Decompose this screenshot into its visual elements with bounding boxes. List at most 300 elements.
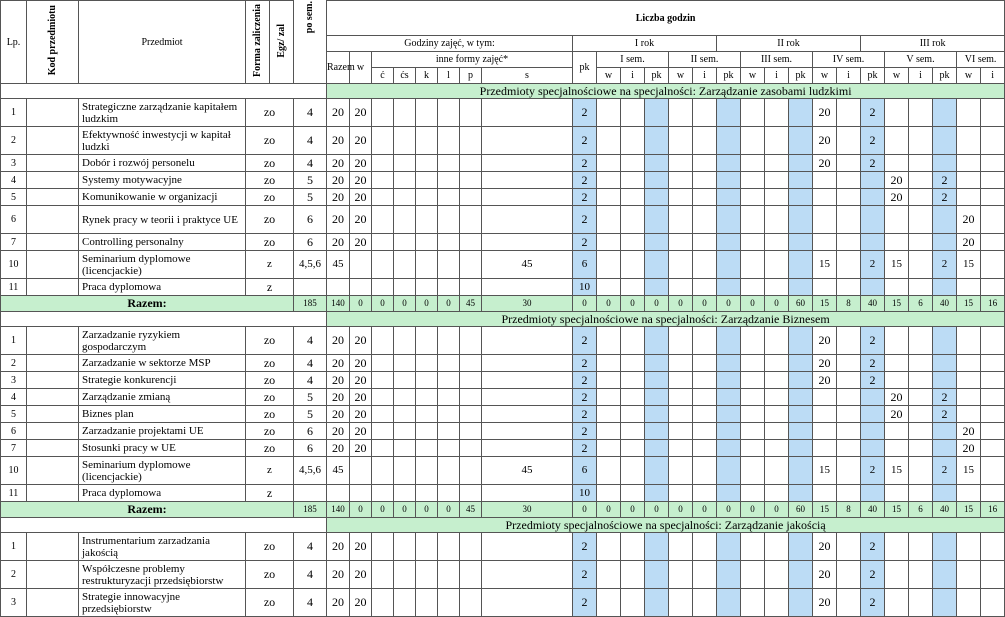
row-sem5-i [909, 372, 933, 389]
row-form-cell [460, 234, 482, 251]
row-sem2-w [669, 251, 693, 279]
row-sem5-pk [933, 561, 957, 589]
row-form-cell [460, 279, 482, 296]
row-form-cell [460, 127, 482, 155]
row-sem3-w [741, 127, 765, 155]
row-form-cell [482, 406, 573, 423]
row-sem4-w [813, 485, 837, 502]
row-form-cell [394, 406, 416, 423]
row-form-cell [438, 155, 460, 172]
row-subject-name: Biznes plan [79, 406, 246, 423]
row-sem1-pk [645, 372, 669, 389]
row-form-cell [394, 155, 416, 172]
header-sem-5: V sem. [885, 52, 957, 68]
row-sem6-i [981, 234, 1005, 251]
row-sem3-i [765, 251, 789, 279]
row-razem: 20 [327, 372, 350, 389]
header-sem4-w: w [813, 68, 837, 84]
row-sem4-w [813, 206, 837, 234]
row-pk: 2 [573, 234, 597, 251]
header-form-5: s [482, 68, 573, 84]
row-pk: 2 [573, 440, 597, 457]
row-sem1-i [621, 234, 645, 251]
row-sem1-i [621, 589, 645, 617]
row-kod [27, 589, 79, 617]
row-sem5-pk: 2 [933, 406, 957, 423]
row-forma: zo [246, 155, 294, 172]
row-form-cell [394, 533, 416, 561]
row-sem4-pk: 2 [861, 251, 885, 279]
row-sem1-w [597, 279, 621, 296]
row-form-cell [460, 355, 482, 372]
row-w [350, 251, 372, 279]
row-kod [27, 372, 79, 389]
total-value: 0 [621, 296, 645, 312]
row-form-cell [438, 485, 460, 502]
row-form-cell [438, 327, 460, 355]
total-value: 0 [741, 502, 765, 518]
row-sem5-w: 20 [885, 389, 909, 406]
row-sem3-i [765, 206, 789, 234]
row-form-cell [438, 406, 460, 423]
row-sem6-w [957, 533, 981, 561]
row-forma: z [246, 457, 294, 485]
row-sem2-w [669, 533, 693, 561]
row-sem1-i [621, 189, 645, 206]
row-form-cell [460, 423, 482, 440]
row-sem4-w: 20 [813, 327, 837, 355]
section-header-row [1, 84, 1005, 99]
row-sem5-w: 20 [885, 406, 909, 423]
row-sem5-w [885, 355, 909, 372]
row-sem5-w: 15 [885, 457, 909, 485]
row-sem1-w [597, 206, 621, 234]
row-kod [27, 279, 79, 296]
row-form-cell [372, 355, 394, 372]
row-form-cell [438, 189, 460, 206]
row-subject-name: Strategie konkurencji [79, 372, 246, 389]
row-sem3-w [741, 189, 765, 206]
row-sem4-w: 15 [813, 457, 837, 485]
row-sem1-w [597, 440, 621, 457]
row-sem2-pk [717, 189, 741, 206]
row-subject-name: Dobór i rozwój personelu [79, 155, 246, 172]
row-sem5-i [909, 234, 933, 251]
row-sem2-i [693, 279, 717, 296]
praca-row [1, 485, 1005, 502]
row-sem5-i [909, 533, 933, 561]
row-sem6-w [957, 279, 981, 296]
row-forma: zo [246, 406, 294, 423]
row-form-cell [394, 485, 416, 502]
header-forma: Forma zaliczenia [246, 1, 270, 84]
row-sem3-w [741, 234, 765, 251]
header-liczba-godzin: Liczba godzin [327, 1, 1005, 36]
header-sem2-pk: pk [717, 68, 741, 84]
row-sem2-pk [717, 155, 741, 172]
row-razem: 20 [327, 423, 350, 440]
row-sem: 4 [294, 561, 327, 589]
row-sem3-i [765, 423, 789, 440]
total-value: 0 [394, 502, 416, 518]
row-form-cell [482, 533, 573, 561]
row-form-cell [416, 155, 438, 172]
row-sem5-w [885, 234, 909, 251]
row-razem: 20 [327, 533, 350, 561]
row-sem1-pk [645, 440, 669, 457]
row-sem6-w [957, 189, 981, 206]
row-sem3-i [765, 99, 789, 127]
section-header-row [1, 518, 1005, 533]
row-sem2-pk [717, 234, 741, 251]
row-lp: 6 [1, 206, 27, 234]
row-sem6-i [981, 355, 1005, 372]
row-sem4-i [837, 234, 861, 251]
total-value: 40 [933, 296, 957, 312]
total-value: 140 [327, 502, 350, 518]
row-pk: 2 [573, 423, 597, 440]
row-sem5-i [909, 327, 933, 355]
total-value: 0 [693, 296, 717, 312]
row-sem1-pk [645, 99, 669, 127]
row-lp: 11 [1, 279, 27, 296]
row-form-cell [372, 440, 394, 457]
row-sem1-w [597, 234, 621, 251]
row-sem5-pk [933, 589, 957, 617]
row-w: 20 [350, 389, 372, 406]
row-sem3-w [741, 561, 765, 589]
header-sem6-i: i [981, 68, 1005, 84]
row-form-cell [394, 389, 416, 406]
row-sem1-w [597, 99, 621, 127]
row-form-cell [460, 206, 482, 234]
row-sem4-w [813, 423, 837, 440]
row-form-cell [482, 234, 573, 251]
row-sem5-i [909, 99, 933, 127]
row-kod [27, 155, 79, 172]
row-sem3-pk [789, 206, 813, 234]
row-form-cell [416, 589, 438, 617]
row-kod [27, 406, 79, 423]
row-sem3-i [765, 155, 789, 172]
row-form-cell [416, 372, 438, 389]
header-sem5-pk: pk [933, 68, 957, 84]
row-sem3-i [765, 355, 789, 372]
row-sem5-i [909, 127, 933, 155]
row-sem6-i [981, 189, 1005, 206]
row-kod [27, 355, 79, 372]
row-forma: zo [246, 372, 294, 389]
row-sem6-i [981, 423, 1005, 440]
row-sem1-pk [645, 127, 669, 155]
row-sem4-i [837, 279, 861, 296]
row-sem4-w: 20 [813, 99, 837, 127]
row-razem [327, 485, 350, 502]
row-w: 20 [350, 155, 372, 172]
row-sem4-i [837, 327, 861, 355]
row-sem2-w [669, 99, 693, 127]
row-sem2-w [669, 457, 693, 485]
row-pk: 2 [573, 327, 597, 355]
total-value: 0 [372, 296, 394, 312]
row-sem1-i [621, 485, 645, 502]
row-form-cell [482, 561, 573, 589]
row-pk: 10 [573, 485, 597, 502]
row-w: 20 [350, 423, 372, 440]
row-form-cell [460, 589, 482, 617]
row-sem5-w [885, 327, 909, 355]
row-sem5-w [885, 423, 909, 440]
row-sem4-w [813, 440, 837, 457]
row-sem2-pk [717, 389, 741, 406]
row-w: 20 [350, 189, 372, 206]
row-sem3-w [741, 372, 765, 389]
row-sem4-w [813, 406, 837, 423]
row-sem1-i [621, 99, 645, 127]
row-forma: z [246, 485, 294, 502]
row-sem4-pk [861, 485, 885, 502]
row-sem6-i [981, 372, 1005, 389]
row-sem2-w [669, 372, 693, 389]
row-sem2-w [669, 127, 693, 155]
row-razem: 20 [327, 155, 350, 172]
row-sem2-pk [717, 99, 741, 127]
row-pk: 2 [573, 533, 597, 561]
row-pk: 2 [573, 372, 597, 389]
row-form-cell [372, 372, 394, 389]
row-sem5-i [909, 561, 933, 589]
row-sem1-pk [645, 485, 669, 502]
row-sem2-i [693, 355, 717, 372]
row-subject-name: Seminarium dyplomowe (licencjackie) [79, 457, 246, 485]
row-sem3-w [741, 533, 765, 561]
row-form-cell [372, 561, 394, 589]
row-sem3-pk [789, 372, 813, 389]
row-sem: 6 [294, 423, 327, 440]
row-sem6-i [981, 279, 1005, 296]
header-po-sem: po sem. [294, 1, 327, 36]
row-sem4-w [813, 172, 837, 189]
row-subject-name: Rynek pracy w teorii i praktyce UE [79, 206, 246, 234]
row-sem2-i [693, 127, 717, 155]
row-razem: 20 [327, 406, 350, 423]
total-value: 0 [350, 296, 372, 312]
row-form-s: 45 [482, 251, 573, 279]
total-value: 15 [885, 502, 909, 518]
row-sem3-w [741, 440, 765, 457]
row-razem: 20 [327, 561, 350, 589]
row-sem3-pk [789, 485, 813, 502]
subject-row [1, 234, 1005, 251]
total-value: 6 [909, 296, 933, 312]
row-w: 20 [350, 440, 372, 457]
row-sem3-w [741, 485, 765, 502]
section-title: Przedmioty specjalnościowe na specjalności: Zarządzanie zasobami ludzkimi [327, 84, 1005, 99]
row-sem1-i [621, 279, 645, 296]
row-pk: 2 [573, 406, 597, 423]
row-sem1-w [597, 561, 621, 589]
row-sem4-w [813, 389, 837, 406]
row-sem3-pk [789, 389, 813, 406]
row-subject-name: Komunikowanie w organizacji [79, 189, 246, 206]
row-form-cell [372, 423, 394, 440]
row-razem: 20 [327, 189, 350, 206]
row-pk: 2 [573, 589, 597, 617]
row-sem1-w [597, 457, 621, 485]
row-form-cell [394, 561, 416, 589]
row-sem1-pk [645, 589, 669, 617]
row-sem1-pk [645, 561, 669, 589]
row-sem5-pk: 2 [933, 457, 957, 485]
row-sem3-i [765, 457, 789, 485]
row-form-cell [482, 189, 573, 206]
row-form-cell [394, 189, 416, 206]
total-value: 185 [294, 296, 327, 312]
row-sem3-pk [789, 327, 813, 355]
row-forma: zo [246, 533, 294, 561]
row-form-cell [438, 206, 460, 234]
row-sem5-i [909, 155, 933, 172]
row-sem5-i [909, 172, 933, 189]
header-przedmiot: Przedmiot [79, 1, 246, 84]
total-value: 0 [416, 296, 438, 312]
row-form-cell [482, 279, 573, 296]
row-sem6-w [957, 99, 981, 127]
header-form-2: k [416, 68, 438, 84]
row-form-cell [394, 355, 416, 372]
row-form-cell [482, 206, 573, 234]
total-value: 0 [621, 502, 645, 518]
row-sem1-i [621, 561, 645, 589]
row-sem4-pk: 2 [861, 155, 885, 172]
row-subject-name: Strategiczne zarządzanie kapitałem ludzkim [79, 99, 246, 127]
row-sem2-i [693, 234, 717, 251]
row-form-cell [460, 485, 482, 502]
row-sem3-w [741, 155, 765, 172]
row-form-cell [372, 279, 394, 296]
row-sem6-i [981, 589, 1005, 617]
row-sem: 4,5,6 [294, 251, 327, 279]
row-form-cell [438, 172, 460, 189]
row-sem: 5 [294, 172, 327, 189]
row-sem1-pk [645, 279, 669, 296]
row-form-cell [416, 127, 438, 155]
row-sem6-i [981, 533, 1005, 561]
total-value: 15 [885, 296, 909, 312]
row-sem4-i [837, 589, 861, 617]
row-form-cell [438, 561, 460, 589]
row-sem2-w [669, 327, 693, 355]
row-sem: 4 [294, 533, 327, 561]
row-sem5-pk [933, 155, 957, 172]
row-sem2-pk [717, 355, 741, 372]
row-razem: 20 [327, 440, 350, 457]
seminar-row [1, 457, 1005, 485]
praca-row [1, 279, 1005, 296]
total-value: 0 [597, 296, 621, 312]
row-sem5-pk [933, 127, 957, 155]
row-sem5-i [909, 355, 933, 372]
row-sem5-pk [933, 485, 957, 502]
row-forma: zo [246, 172, 294, 189]
row-sem4-i [837, 355, 861, 372]
total-value: 6 [909, 502, 933, 518]
row-w: 20 [350, 589, 372, 617]
row-lp: 7 [1, 234, 27, 251]
row-sem4-i [837, 189, 861, 206]
row-kod [27, 485, 79, 502]
row-razem: 20 [327, 172, 350, 189]
row-form-cell [416, 406, 438, 423]
total-value: 0 [645, 296, 669, 312]
subject-row [1, 389, 1005, 406]
row-pk: 6 [573, 251, 597, 279]
subject-row [1, 99, 1005, 127]
row-sem2-w [669, 206, 693, 234]
row-sem2-w [669, 423, 693, 440]
row-kod [27, 234, 79, 251]
row-sem3-i [765, 533, 789, 561]
row-sem3-w [741, 279, 765, 296]
row-sem5-pk [933, 234, 957, 251]
row-form-cell [438, 127, 460, 155]
row-sem6-i [981, 389, 1005, 406]
row-sem5-i [909, 457, 933, 485]
row-sem2-pk [717, 561, 741, 589]
header-sem6-w: w [957, 68, 981, 84]
section-header-row [1, 312, 1005, 327]
row-sem6-w [957, 389, 981, 406]
row-sem3-pk [789, 127, 813, 155]
row-sem3-pk [789, 172, 813, 189]
row-lp: 1 [1, 533, 27, 561]
header-kod: Kod przedmiotu [27, 1, 79, 84]
row-sem4-w: 20 [813, 589, 837, 617]
total-value: 60 [789, 296, 813, 312]
row-sem4-i [837, 251, 861, 279]
row-sem3-i [765, 406, 789, 423]
row-lp: 3 [1, 589, 27, 617]
row-sem1-i [621, 172, 645, 189]
row-sem4-pk: 2 [861, 355, 885, 372]
row-sem2-w [669, 355, 693, 372]
row-w: 20 [350, 372, 372, 389]
subject-row [1, 206, 1005, 234]
header-sem-6: VI sem. [957, 52, 1005, 68]
row-form-cell [394, 327, 416, 355]
row-sem5-w: 20 [885, 172, 909, 189]
header-sem-3: III sem. [741, 52, 813, 68]
row-sem6-w [957, 485, 981, 502]
row-kod [27, 457, 79, 485]
row-w: 20 [350, 406, 372, 423]
row-forma: z [246, 251, 294, 279]
total-value: 45 [460, 296, 482, 312]
row-pk: 2 [573, 189, 597, 206]
row-lp: 4 [1, 389, 27, 406]
row-sem4-w: 20 [813, 355, 837, 372]
subject-row [1, 589, 1005, 617]
row-w: 20 [350, 234, 372, 251]
total-value: 0 [573, 296, 597, 312]
row-sem6-i [981, 99, 1005, 127]
row-razem: 20 [327, 127, 350, 155]
row-sem2-i [693, 533, 717, 561]
total-value: 0 [693, 502, 717, 518]
row-sem2-i [693, 172, 717, 189]
subject-row [1, 423, 1005, 440]
row-form-cell [394, 589, 416, 617]
